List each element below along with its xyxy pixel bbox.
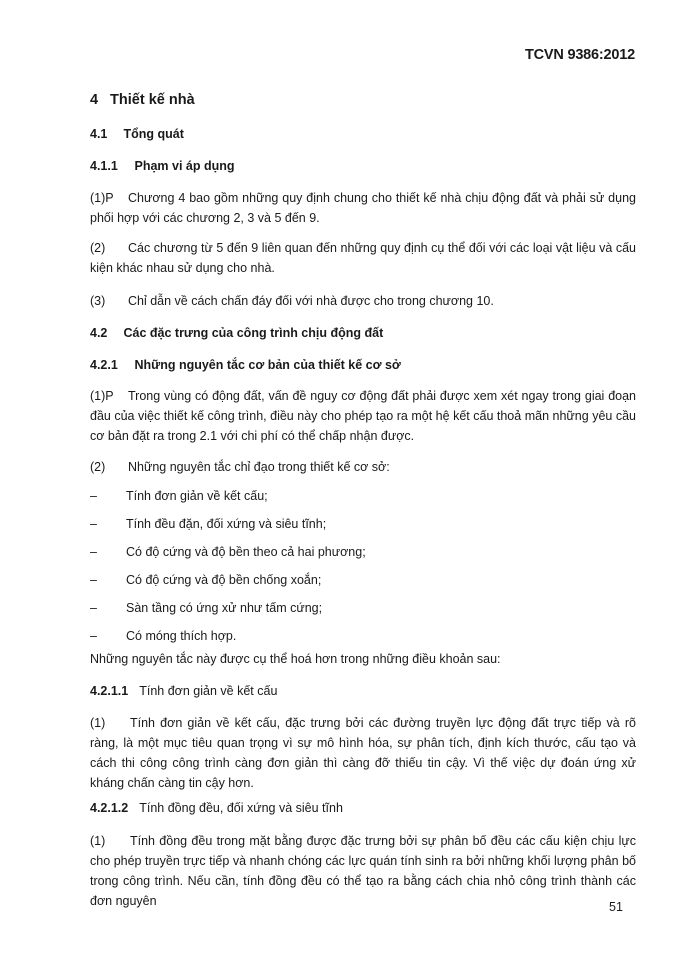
paragraph-text: Chương 4 bao gồm những quy định chung cho thiết kế nhà chịu động đất và phải sử dụng phối hợp với các chương 2, 3 và 5 đến 9. (90, 191, 636, 225)
bullet-dash: – (90, 517, 97, 531)
section-heading-4-1 (90, 127, 184, 141)
section-heading-4-2-1-1 (90, 684, 277, 698)
section-number: 4.1 (90, 127, 108, 141)
paragraph-text: Tính đồng đều trong mặt bằng được đặc trưng bởi sự phân bố đều các cấu kiện chịu lực cho phép truyền trực tiếp và nhanh chóng các lực quán tính sinh ra bởi những khối lượng phân bố trong công trình. Nếu cần, tính đồng đều có thể tạo ra bằng cách chia nhỏ công trình thành các đơn nguyên (90, 834, 636, 908)
section-title: Các đặc trưng của công trình chịu động đất (123, 326, 384, 340)
bullet-text: Có độ cứng và độ bền theo cả hai phương; (126, 545, 366, 559)
section-title: Tính đồng đều, đối xứng và siêu tĩnh (139, 801, 343, 815)
bullet-item (90, 571, 321, 589)
bullet-dash: – (90, 489, 97, 503)
bullet-text: Tính đều đặn, đối xứng và siêu tĩnh; (126, 517, 327, 531)
paragraph-text: Trong vùng có động đất, vấn đề nguy cơ động đất phải được xem xét ngay trong giai đoạn đầu của việc thiết kế công trình, điều này cho phép tạo ra một hệ kết cấu thoả mãn những yêu cầu cơ bản đặt ra trong 2.1 với chi phí có thể chấp nhận được. (90, 389, 636, 443)
section-title: Thiết kế nhà (110, 92, 195, 108)
paragraph-4-2-1-1-1 (90, 713, 636, 793)
bullet-item (90, 543, 366, 561)
section-number: 4.2.1 (90, 358, 118, 372)
paragraph-4-2-1-1 (90, 386, 636, 446)
section-heading-4-2 (90, 326, 383, 340)
bullet-text: Tính đơn giản về kết cấu; (126, 489, 268, 503)
paragraph-4-1-1-2 (90, 238, 636, 278)
paragraph-label: (1)P (90, 389, 114, 403)
bullet-item (90, 515, 326, 533)
paragraph-label: (1) (90, 716, 106, 730)
bullet-item (90, 487, 268, 505)
paragraph-4-2-1-2-1 (90, 831, 636, 911)
bullet-text: Sàn tầng có ứng xử như tấm cứng; (126, 601, 323, 615)
bullet-text: Có độ cứng và độ bền chống xoắn; (126, 573, 322, 587)
paragraph-4-2-1-2 (90, 457, 636, 477)
paragraph-text: Các chương từ 5 đến 9 liên quan đến những quy định cụ thể đối với các loại vật liệu và cấu kiện khác nhau sử dụng cho nhà. (90, 241, 636, 275)
section-heading-4 (90, 92, 195, 108)
section-title: Những nguyên tắc cơ bản của thiết kế cơ sở (134, 358, 401, 372)
section-number: 4.2 (90, 326, 108, 340)
closing-sentence: Những nguyên tắc này được cụ thể hoá hơn trong những điều khoản sau: (90, 652, 501, 666)
paragraph-4-1-1-1 (90, 188, 636, 228)
bullet-dash: – (90, 545, 97, 559)
section-title: Tổng quát (123, 127, 184, 141)
section-title: Phạm vi áp dụng (134, 159, 235, 173)
bullet-item (90, 599, 322, 617)
paragraph-4-1-1-3 (90, 291, 636, 311)
section-number: 4 (90, 92, 99, 108)
bullet-dash: – (90, 601, 97, 615)
bullet-dash: – (90, 573, 97, 587)
paragraph-text: Tính đơn giản về kết cấu, đặc trưng bởi các đường truyền lực động đất trực tiếp và rõ ràng, là một mục tiêu quan trọng vì sự mô hình hóa, sự phân tích, định kích thước, cấu tạo và cách thi công công trình càng đơn giản thì càng đỡ thiếu tin cậy. Vì thế việc dự đoán ứng xử kháng chấn càng tin cậy hơn. (90, 716, 636, 790)
section-title: Tính đơn giản về kết cấu (139, 684, 278, 698)
bullet-item (90, 627, 236, 645)
section-number: 4.1.1 (90, 159, 118, 173)
paragraph-label: (2) (90, 241, 106, 255)
section-number: 4.2.1.1 (90, 684, 129, 698)
page-number: 51 (609, 900, 623, 914)
standard-code: TCVN 9386:2012 (524, 47, 635, 63)
paragraph-label: (1) (90, 834, 106, 848)
paragraph-text: Chỉ dẫn về cách chấn đáy đối với nhà được cho trong chương 10. (128, 294, 494, 308)
section-heading-4-2-1 (90, 358, 401, 372)
paragraph-label: (1)P (90, 191, 114, 205)
bullet-dash: – (90, 629, 97, 643)
section-heading-4-2-1-2 (90, 801, 343, 815)
bullet-text: Có móng thích hợp. (126, 629, 237, 643)
paragraph-label: (3) (90, 294, 106, 308)
paragraph-label: (2) (90, 460, 106, 474)
paragraph-text: Những nguyên tắc chỉ đạo trong thiết kế cơ sở: (128, 460, 390, 474)
section-heading-4-1-1 (90, 159, 235, 173)
section-number: 4.2.1.2 (90, 801, 129, 815)
